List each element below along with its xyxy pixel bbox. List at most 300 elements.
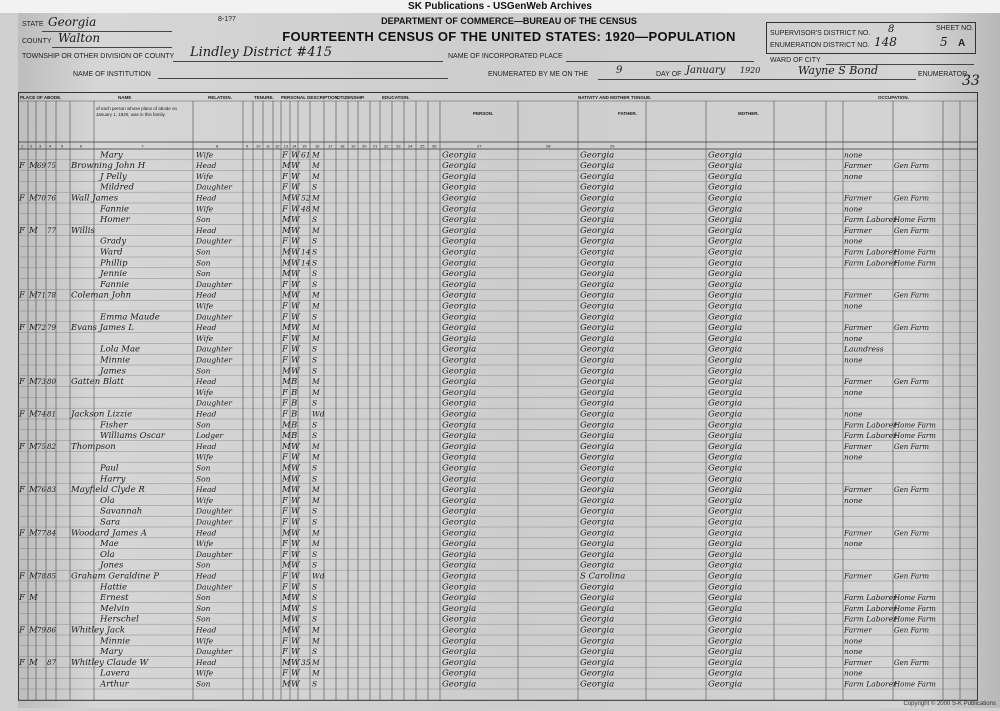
row-mother-birthplace: Georgia [708, 333, 743, 344]
row-sex: F [282, 301, 288, 312]
row-sex: M [282, 679, 291, 690]
row-race: W [291, 614, 300, 625]
row-mother-birthplace: Georgia [708, 647, 743, 658]
row-father-birthplace: Georgia [580, 387, 615, 398]
column-number: 11 [266, 143, 271, 149]
row-sex: M [282, 366, 291, 377]
row-occupation: none [844, 333, 863, 343]
row-name: Fannie [100, 279, 130, 290]
row-race: W [291, 668, 300, 679]
row-sex: F [282, 182, 288, 193]
row-race: W [291, 333, 300, 344]
row-industry: Gen Farm [894, 529, 930, 538]
row-sex: F [282, 506, 288, 517]
township-label: TOWNSHIP OR OTHER DIVISION OF COUNTY [22, 53, 175, 60]
enumerated-month: January [686, 65, 726, 76]
row-birthplace: Georgia [442, 485, 477, 496]
row-relation: Son [196, 420, 211, 430]
row-house: M [29, 625, 38, 636]
row-sex: M [282, 603, 291, 614]
row-father-birthplace: Georgia [580, 506, 615, 517]
name-header-text: of each person whose place of abode on [96, 106, 178, 111]
row-race: W [291, 625, 300, 636]
row-race: B [291, 398, 298, 409]
row-birthplace: Georgia [442, 215, 477, 226]
row-industry: Gen Farm [894, 194, 930, 203]
row-house: M [29, 161, 38, 172]
row-birthplace: Georgia [442, 593, 477, 604]
row-birthplace: Georgia [442, 506, 477, 517]
row-name: Minnie [100, 355, 131, 366]
column-group-heading: EDUCATION. [382, 95, 410, 100]
row-race: B [291, 431, 298, 442]
row-relation: Head [196, 625, 217, 635]
row-mother-birthplace: Georgia [708, 279, 743, 290]
row-relation: Daughter [196, 344, 232, 354]
row-mother-birthplace: Georgia [708, 377, 743, 388]
row-name: Willis [71, 225, 95, 236]
row-name: Whitley Jack [71, 625, 125, 636]
row-family: 82 [47, 442, 56, 451]
row-house: M [29, 409, 38, 420]
row-sex: F [282, 312, 288, 323]
row-marital: S [312, 679, 318, 689]
row-father-birthplace: Georgia [580, 549, 615, 560]
row-name: Thompson [71, 441, 116, 452]
row-industry: Gen Farm [894, 162, 930, 171]
row-mother-birthplace: Georgia [708, 398, 743, 409]
row-birthplace: Georgia [442, 387, 477, 398]
enumerated-label: ENUMERATED BY ME ON THE [488, 71, 589, 78]
row-relation: Head [196, 657, 217, 667]
row-occupation: Farmer [844, 528, 872, 538]
row-father-birthplace: Georgia [580, 225, 615, 236]
row-marital: M [312, 225, 320, 235]
row-occupation: Farm Laborer [844, 247, 897, 257]
row-house: M [29, 377, 38, 388]
row-street: F [19, 193, 25, 204]
row-marital: S [312, 182, 318, 192]
row-name: Melvin [100, 603, 130, 614]
row-father-birthplace: Georgia [580, 528, 615, 539]
row-relation: Son [196, 603, 211, 613]
row-industry: Gen Farm [894, 226, 930, 235]
row-name: Mildred [100, 182, 135, 193]
row-occupation: Farmer [844, 193, 872, 203]
row-dwelling: 75 [37, 442, 46, 451]
row-family: 81 [47, 410, 56, 419]
row-sex: M [282, 215, 291, 226]
row-name: Fisher [100, 420, 128, 431]
row-dwelling: 70 [37, 194, 46, 203]
row-marital: S [312, 215, 318, 225]
row-sex: F [282, 204, 288, 215]
row-sex: M [282, 614, 291, 625]
row-father-birthplace: Georgia [580, 539, 615, 550]
row-occupation: Farmer [844, 377, 872, 387]
row-industry: Gen Farm [894, 626, 930, 635]
row-street: F [19, 528, 25, 539]
row-family: 78 [47, 291, 56, 300]
row-birthplace: Georgia [442, 377, 477, 388]
row-name: Homer [100, 215, 130, 226]
row-sex: M [282, 657, 291, 668]
column-number: 7 [141, 143, 144, 149]
row-relation: Head [196, 409, 217, 419]
row-relation: Wife [196, 171, 214, 181]
column-group-heading: PLACE OF ABODE. [20, 95, 62, 100]
row-dwelling: 76 [37, 486, 46, 495]
row-industry: Home Farm [894, 216, 936, 225]
row-sex: M [282, 258, 291, 269]
row-relation: Son [196, 614, 211, 624]
row-race: W [291, 204, 300, 215]
row-occupation: Farmer [844, 485, 872, 495]
row-relation: Son [196, 247, 211, 257]
row-father-birthplace: Georgia [580, 312, 615, 323]
row-race: B [291, 387, 298, 398]
row-race: W [291, 528, 300, 539]
row-name: Ola [100, 549, 115, 560]
row-mother-birthplace: Georgia [708, 301, 743, 312]
row-house: M [29, 290, 38, 301]
row-mother-birthplace: Georgia [708, 625, 743, 636]
column-group-heading: NATIVITY AND MOTHER TONGUE. [578, 95, 652, 100]
row-marital: S [312, 614, 318, 624]
state-value: Georgia [48, 15, 97, 29]
row-sex: M [282, 625, 291, 636]
row-relation: Head [196, 193, 217, 203]
row-house: M [29, 571, 38, 582]
row-relation: Lodger [196, 431, 224, 441]
row-marital: S [312, 236, 318, 246]
row-father-birthplace: Georgia [580, 182, 615, 193]
column-number: 28 [546, 143, 551, 149]
row-relation: Head [196, 290, 217, 300]
column-number: 21 [373, 143, 378, 149]
row-father-birthplace: Georgia [580, 355, 615, 366]
row-mother-birthplace: Georgia [708, 366, 743, 377]
row-birthplace: Georgia [442, 344, 477, 355]
row-race: W [291, 290, 300, 301]
row-birthplace: Georgia [442, 625, 477, 636]
row-street: F [19, 377, 25, 388]
row-marital: S [312, 398, 318, 408]
row-race: W [291, 171, 300, 182]
row-mother-birthplace: Georgia [708, 171, 743, 182]
row-marital: M [312, 333, 320, 343]
row-relation: Son [196, 463, 211, 473]
column-number: 17 [328, 143, 333, 149]
row-relation: Head [196, 323, 217, 333]
row-mother-birthplace: Georgia [708, 539, 743, 550]
enumerator-value: Wayne S Bond [798, 64, 879, 77]
row-birthplace: Georgia [442, 636, 477, 647]
row-name: Jackson Lizzie [71, 409, 133, 420]
row-race: W [291, 582, 300, 593]
row-mother-birthplace: Georgia [708, 517, 743, 528]
row-mother-birthplace: Georgia [708, 204, 743, 215]
row-house: M [29, 225, 38, 236]
form-number: 8-1?7 [218, 16, 236, 23]
row-marital: S [312, 312, 318, 322]
row-mother-birthplace: Georgia [708, 355, 743, 366]
row-race: W [291, 355, 300, 366]
row-name: Hattie [100, 582, 128, 593]
row-birthplace: Georgia [442, 560, 477, 571]
column-number: 16 [315, 143, 320, 149]
row-father-birthplace: Georgia [580, 474, 615, 485]
row-father-birthplace: Georgia [580, 344, 615, 355]
enumerated-day: 9 [616, 65, 623, 76]
sheet-value: 5 [940, 35, 948, 49]
row-relation: Head [196, 225, 217, 235]
row-birthplace: Georgia [442, 171, 477, 182]
column-number: 5 [61, 143, 64, 149]
row-race: W [291, 269, 300, 280]
row-birthplace: Georgia [442, 517, 477, 528]
row-race: W [291, 452, 300, 463]
row-dwelling: 77 [37, 529, 46, 538]
row-mother-birthplace: Georgia [708, 463, 743, 474]
row-sex: M [282, 377, 291, 388]
page-title: FOURTEENTH CENSUS OF THE UNITED STATES: 1920—POPULATION [282, 29, 736, 44]
row-mother-birthplace: Georgia [708, 269, 743, 280]
row-marital: S [312, 279, 318, 289]
row-mother-birthplace: Georgia [708, 474, 743, 485]
row-relation: Daughter [196, 647, 232, 657]
row-sex: M [282, 161, 291, 172]
row-family: 83 [47, 486, 56, 495]
row-marital: M [312, 323, 320, 333]
row-relation: Son [196, 269, 211, 279]
row-mother-birthplace: Georgia [708, 247, 743, 258]
row-name: Jennie [100, 269, 128, 280]
row-birthplace: Georgia [442, 182, 477, 193]
row-race: W [291, 150, 300, 161]
ed-label: ENUMERATION DISTRICT NO. [770, 42, 870, 49]
row-birthplace: Georgia [442, 312, 477, 323]
row-dwelling: 78 [37, 572, 46, 581]
column-number: 22 [384, 143, 389, 149]
row-name: Mae [100, 539, 119, 550]
row-father-birthplace: Georgia [580, 366, 615, 377]
row-street: F [19, 225, 25, 236]
row-birthplace: Georgia [442, 225, 477, 236]
corner-number: 33 [962, 73, 980, 89]
row-race: W [291, 344, 300, 355]
row-mother-birthplace: Georgia [708, 290, 743, 301]
row-father-birthplace: Georgia [580, 560, 615, 571]
column-number: 10 [256, 143, 261, 149]
row-birthplace: Georgia [442, 441, 477, 452]
row-name: Minnie [100, 636, 131, 647]
row-name: Graham Geraldine P [71, 571, 159, 582]
column-number: 1 [21, 143, 24, 149]
row-relation: Wife [196, 301, 214, 311]
row-occupation: none [844, 204, 863, 214]
row-sex: M [282, 420, 291, 431]
row-race: B [291, 377, 298, 388]
row-race: W [291, 571, 300, 582]
row-name: Woodard James A [71, 528, 147, 539]
row-mother-birthplace: Georgia [708, 593, 743, 604]
row-marital: M [312, 625, 320, 635]
column-number: 29 [610, 143, 615, 149]
supervisor-label: SUPERVISOR'S DISTRICT NO. [770, 30, 871, 37]
row-race: W [291, 657, 300, 668]
column-number: 27 [477, 143, 482, 149]
row-mother-birthplace: Georgia [708, 582, 743, 593]
enumerator-label: ENUMERATOR. [918, 71, 970, 78]
row-sex: M [282, 463, 291, 474]
township-value: Lindley District #415 [190, 45, 333, 60]
district-box [766, 22, 976, 54]
row-relation: Son [196, 366, 211, 376]
row-father-birthplace: Georgia [580, 657, 615, 668]
row-industry: Gen Farm [894, 291, 930, 300]
row-father-birthplace: Georgia [580, 236, 615, 247]
row-name: Browning John H [71, 161, 146, 172]
column-number: 18 [340, 143, 345, 149]
row-sex: M [282, 528, 291, 539]
row-race: W [291, 193, 300, 204]
row-race: W [291, 517, 300, 528]
row-sex: M [282, 269, 291, 280]
row-mother-birthplace: Georgia [708, 485, 743, 496]
row-occupation: none [844, 636, 863, 646]
row-occupation: Farm Laborer [844, 258, 897, 268]
row-industry: Home Farm [894, 432, 936, 441]
row-father-birthplace: Georgia [580, 614, 615, 625]
row-father-birthplace: Georgia [580, 452, 615, 463]
row-relation: Son [196, 258, 211, 268]
row-mother-birthplace: Georgia [708, 495, 743, 506]
row-father-birthplace: Georgia [580, 333, 615, 344]
column-group-heading: CITIZENSHIP. [336, 95, 365, 100]
row-father-birthplace: Georgia [580, 290, 615, 301]
row-marital: S [312, 506, 318, 516]
row-marital: S [312, 258, 318, 268]
column-number: 14 [292, 143, 297, 149]
row-father-birthplace: Georgia [580, 593, 615, 604]
row-marital: Wd [312, 571, 325, 581]
row-sex: F [282, 236, 288, 247]
row-street: F [19, 657, 25, 668]
column-group-heading: TENURE. [254, 95, 274, 100]
row-mother-birthplace: Georgia [708, 657, 743, 668]
row-mother-birthplace: Georgia [708, 506, 743, 517]
row-birthplace: Georgia [442, 679, 477, 690]
row-family: 87 [47, 658, 56, 667]
row-industry: Home Farm [894, 615, 936, 624]
row-birthplace: Georgia [442, 463, 477, 474]
row-sex: F [282, 539, 288, 550]
row-dwelling: 71 [37, 291, 46, 300]
row-occupation: none [844, 236, 863, 246]
row-marital: S [312, 463, 318, 473]
row-mother-birthplace: Georgia [708, 193, 743, 204]
row-race: W [291, 485, 300, 496]
row-age: 61 [301, 150, 311, 160]
row-father-birthplace: Georgia [580, 258, 615, 269]
column-number: 2 [30, 143, 33, 149]
row-relation: Head [196, 571, 217, 581]
row-occupation: none [844, 150, 863, 160]
row-race: W [291, 258, 300, 269]
row-occupation: none [844, 495, 863, 505]
row-name: J Pelly [100, 171, 127, 182]
row-race: W [291, 312, 300, 323]
row-mother-birthplace: Georgia [708, 225, 743, 236]
row-birthplace: Georgia [442, 549, 477, 560]
department-heading: DEPARTMENT OF COMMERCE—BUREAU OF THE CENSUS [381, 16, 637, 26]
column-number: 15 [302, 143, 307, 149]
nativity-subheading: PERSON. [473, 111, 494, 116]
row-birthplace: Georgia [442, 333, 477, 344]
row-mother-birthplace: Georgia [708, 312, 743, 323]
row-house: M [29, 528, 38, 539]
row-relation: Daughter [196, 506, 232, 516]
row-race: W [291, 636, 300, 647]
row-marital: S [312, 344, 318, 354]
row-sex: M [282, 485, 291, 496]
column-group-heading: NAME [118, 95, 132, 100]
row-industry: Home Farm [894, 421, 936, 430]
row-name: Mayfield Clyde R [71, 485, 145, 496]
row-race: W [291, 441, 300, 452]
row-race: W [291, 279, 300, 290]
row-mother-birthplace: Georgia [708, 679, 743, 690]
row-name: Coleman John [71, 290, 132, 301]
row-occupation: none [844, 409, 863, 419]
row-marital: S [312, 517, 318, 527]
row-street: F [19, 485, 25, 496]
row-sex: M [282, 474, 291, 485]
row-occupation: none [844, 647, 863, 657]
row-marital: S [312, 593, 318, 603]
row-sex: F [282, 495, 288, 506]
row-father-birthplace: Georgia [580, 582, 615, 593]
row-name: Ernest [100, 593, 129, 604]
row-sex: F [282, 582, 288, 593]
row-mother-birthplace: Georgia [708, 323, 743, 334]
row-father-birthplace: Georgia [580, 301, 615, 312]
row-house: M [29, 657, 38, 668]
row-birthplace: Georgia [442, 614, 477, 625]
census-table [18, 92, 978, 704]
row-father-birthplace: Georgia [580, 377, 615, 388]
row-sex: M [282, 323, 291, 334]
row-street: F [19, 441, 25, 452]
row-mother-birthplace: Georgia [708, 560, 743, 571]
row-birthplace: Georgia [442, 150, 477, 161]
row-father-birthplace: Georgia [580, 517, 615, 528]
row-relation: Head [196, 377, 217, 387]
row-marital: S [312, 420, 318, 430]
row-occupation: Farm Laborer [844, 679, 897, 689]
row-name: Jones [100, 560, 124, 571]
row-mother-birthplace: Georgia [708, 236, 743, 247]
row-industry: Home Farm [894, 248, 936, 257]
row-father-birthplace: Georgia [580, 204, 615, 215]
row-industry: Gen Farm [894, 572, 930, 581]
row-father-birthplace: Georgia [580, 215, 615, 226]
nativity-subheading: MOTHER. [738, 111, 759, 116]
row-sex: F [282, 409, 288, 420]
row-sex: M [282, 560, 291, 571]
row-marital: M [312, 539, 320, 549]
